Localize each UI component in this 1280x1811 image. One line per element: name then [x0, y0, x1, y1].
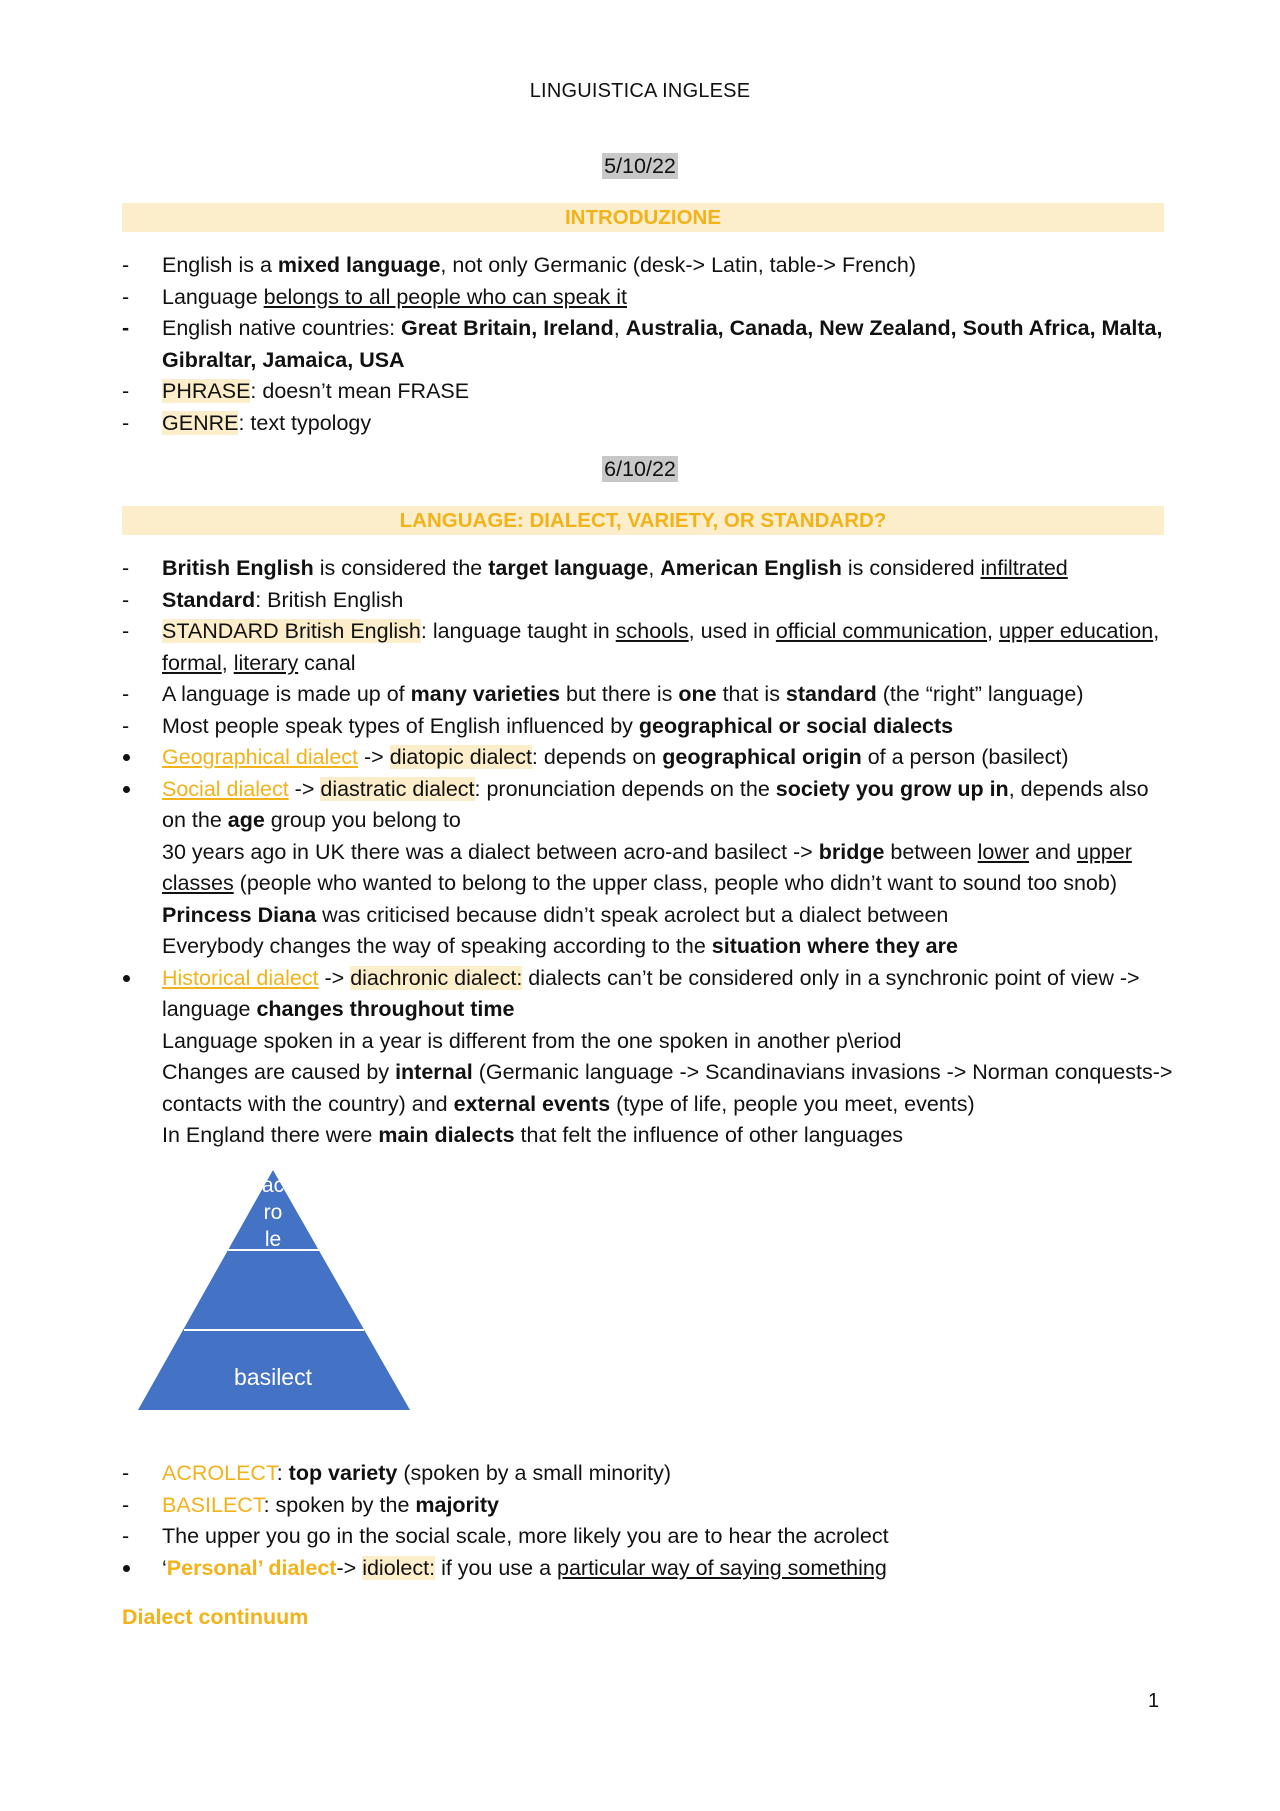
- list-item: - Language belongs to all people who can speak it: [122, 284, 627, 309]
- list-item: Historical dialect -> diachronic dialect: dialects can’t be considered only in a synchronic point of view ->: [162, 965, 1140, 990]
- pyramid-top-label: le: [264, 1228, 282, 1251]
- date-label: 5/10/22: [604, 154, 676, 178]
- list-item: - STANDARD British English: language taught in schools, used in official communication, upper education,: [122, 619, 1160, 643]
- list-item: - Most people speak types of English influenced by geographical or social dialects: [122, 713, 954, 738]
- list-item: - English native countries: Great Britain, Ireland, Australia, Canada, New Zealand, South Africa, Malta,: [122, 316, 1163, 340]
- list-item-continuation: Language spoken in a year is different from the one spoken in another p\eriod: [162, 1028, 902, 1053]
- list-item: Social dialect -> diastratic dialect: pronunciation depends on the society you grow up in, depends also: [162, 776, 1149, 801]
- list-item: - PHRASE: doesn’t mean FRASE: [122, 379, 470, 403]
- page-number: 1: [1148, 1690, 1160, 1712]
- list-item-continuation: contacts with the country) and external events (type of life, people you meet, events): [162, 1091, 975, 1116]
- list-item-continuation: 30 years ago in UK there was a dialect between acro-and basilect -> bridge between lower and upper: [162, 839, 1132, 864]
- list-item-continuation: Everybody changes the way of speaking according to the situation where they are: [162, 934, 958, 958]
- language-list: [122, 553, 1172, 1152]
- list-item: ‘Personal’ dialect-> idiolect: if you use a particular way of saying something: [162, 1555, 887, 1580]
- list-item-continuation: classes (people who wanted to belong to the upper class, people who didn’t want to sound too snob): [162, 871, 1117, 895]
- intro-list: [122, 250, 1172, 439]
- acrolect-list: [122, 1458, 1172, 1584]
- subheading-dialect-continuum: Dialect continuum: [122, 1605, 309, 1629]
- list-item-continuation: formal, literary canal: [162, 650, 356, 675]
- list-item: - ACROLECT: top variety (spoken by a small minority): [122, 1461, 672, 1485]
- pyramid-top-label: ac: [261, 1174, 285, 1197]
- section-heading-language: LANGUAGE: DIALECT, VARIETY, OR STANDARD?: [122, 506, 1164, 535]
- list-item: - English is a mixed language, not only Germanic (desk-> Latin, table-> French): [122, 253, 917, 277]
- pyramid-bottom-label: basilect: [234, 1364, 312, 1390]
- dialect-pyramid-diagram: [138, 1170, 418, 1420]
- list-item: - A language is made up of many varieties but there is one that is standard (the “right” language): [122, 682, 1084, 706]
- list-item-continuation: Princess Diana was criticised because didn’t speak acrolect but a dialect between: [162, 902, 949, 927]
- list-item: - BASILECT: spoken by the majority: [122, 1492, 500, 1517]
- list-item-continuation: on the age group you belong to: [162, 808, 461, 832]
- section-heading-intro: INTRODUZIONE: [122, 203, 1164, 232]
- list-item-continuation: Changes are caused by internal (Germanic language -> Scandinavians invasions -> Norman conquests->: [162, 1060, 1173, 1084]
- date-label: 6/10/22: [604, 457, 676, 481]
- list-item: Geographical dialect -> diatopic dialect: depends on geographical origin of a person (basilect): [162, 745, 1069, 769]
- document-title: LINGUISTICA INGLESE: [529, 80, 751, 102]
- list-item: - Standard: British English: [122, 587, 404, 612]
- list-item: - GENRE: text typology: [122, 410, 372, 435]
- list-item: - British English is considered the target language, American English is considered infiltrated: [122, 556, 1068, 580]
- list-item-continuation: language changes throughout time: [162, 997, 515, 1021]
- list-item-continuation: Gibraltar, Jamaica, USA: [162, 347, 405, 372]
- list-item-continuation: In England there were main dialects that felt the influence of other languages: [162, 1123, 904, 1147]
- pyramid-top-label: ro: [263, 1201, 283, 1224]
- list-item: - The upper you go in the social scale, more likely you are to hear the acrolect: [122, 1524, 889, 1548]
